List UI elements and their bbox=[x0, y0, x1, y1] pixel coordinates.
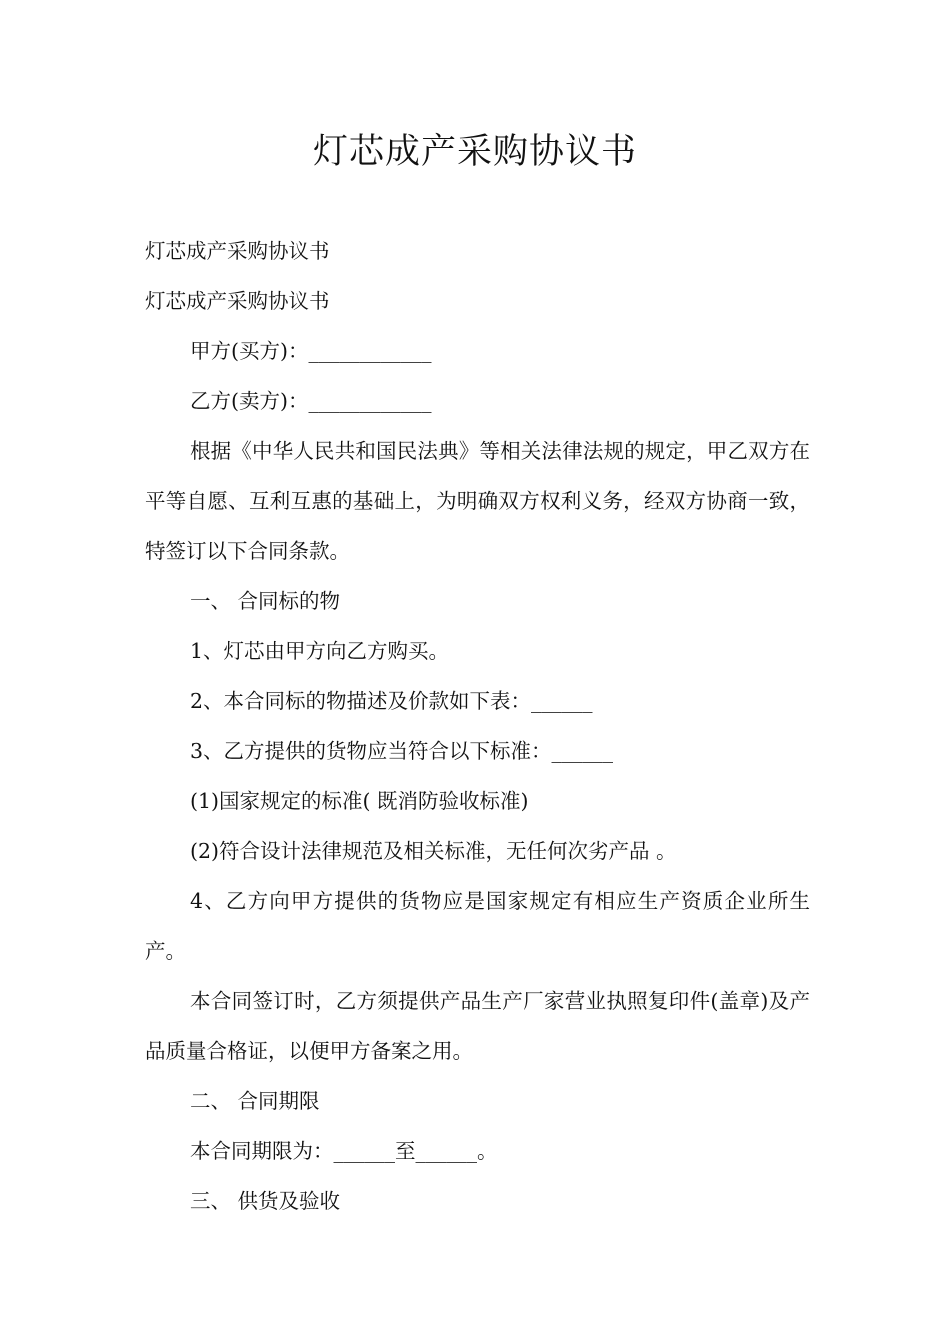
document-body bbox=[145, 226, 810, 1226]
subtitle-line: 灯芯成产采购协议书 bbox=[145, 239, 330, 263]
party-b-line: 乙方(卖方)：____________ bbox=[190, 389, 432, 413]
subtitle-line: 灯芯成产采购协议书 bbox=[145, 289, 330, 313]
party-a-line: 甲方(买方)：____________ bbox=[190, 339, 432, 363]
section-heading: 三、 供货及验收 bbox=[190, 1189, 341, 1213]
section-heading: 一、 合同标的物 bbox=[190, 589, 341, 613]
preamble-paragraph: 根据《中华人民共和国民法典》等相关法律法规的规定，甲乙双方在平等自愿、互利互惠的基础上，为明确双方权利义务，经双方协商一致，特签订以下合同条款。 bbox=[145, 439, 810, 563]
section-heading: 二、 合同期限 bbox=[190, 1089, 320, 1113]
term-paragraph: 本合同期限为：______至______。 bbox=[190, 1139, 498, 1163]
clause-paragraph: 1、灯芯由甲方向乙方购买。 bbox=[190, 639, 450, 663]
standard-item: (1)国家规定的标准( 既消防验收标准) bbox=[190, 789, 529, 813]
clause-paragraph: 3、乙方提供的货物应当符合以下标准：______ bbox=[190, 739, 614, 763]
document-title: 灯芯成产采购协议书 bbox=[312, 132, 637, 172]
clause-paragraph: 本合同签订时，乙方须提供产品生产厂家营业执照复印件(盖章)及产品质量合格证，以便甲方备案之用。 bbox=[145, 989, 810, 1063]
clause-paragraph: 4、乙方向甲方提供的货物应是国家规定有相应生产资质企业所生产。 bbox=[145, 889, 810, 963]
standard-item: (2)符合设计法律规范及相关标准，无任何次劣产品 。 bbox=[190, 839, 677, 863]
clause-paragraph: 2、本合同标的物描述及价款如下表：______ bbox=[190, 689, 593, 713]
